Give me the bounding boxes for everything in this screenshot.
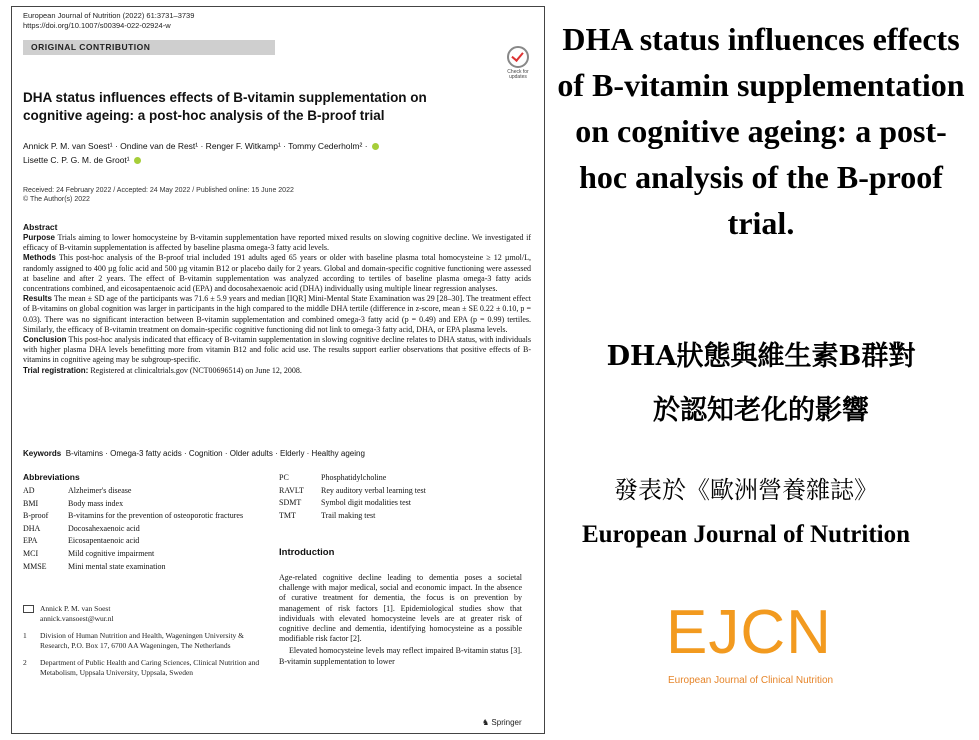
ejcn-logo-subtitle: European Journal of Clinical Nutrition xyxy=(668,675,834,686)
abbr-row xyxy=(23,548,258,561)
corresponding-author xyxy=(23,604,263,623)
abbr-key: MMSE xyxy=(23,561,47,571)
affiliation-1 xyxy=(23,631,263,650)
abbr-key: TMT xyxy=(279,510,296,520)
section-label: ORIGINAL CONTRIBUTION xyxy=(23,40,275,55)
journal-name: European Journal of Nutrition xyxy=(581,521,911,548)
doi-link[interactable]: https://doi.org/10.1007/s00394-022-02924-w xyxy=(23,21,171,30)
paper-title: DHA status influences effects of B-vitamin supplementation on cognitive ageing: a post-hoc analysis of the B-proof trial xyxy=(23,90,427,123)
abbr-row xyxy=(23,510,258,523)
abbr-row xyxy=(279,510,511,523)
abbr-value: Mild cognitive impairment xyxy=(68,548,155,558)
results-label: Results xyxy=(23,294,52,304)
abbr-value: Phosphatidylcholine xyxy=(321,473,387,482)
introduction-heading: Introduction xyxy=(279,547,335,558)
abstract-body xyxy=(23,233,531,376)
publisher-logo: ♞ Springer xyxy=(482,718,522,727)
abbr-row xyxy=(23,485,258,498)
methods-text: This post-hoc analysis of the B-proof trial included 191 adults aged 65 years or older with baseline plasma total homocysteine ≥ 12 µmol/L, randomly assigned to 400 µg folic acid and 500 µg vitamin B12 or placebo daily for 2 years. Global and domain-specific cognitive functioning were assessed at baseline and after 2 years. The effect of B-vitamin supplementation was analyzed according to tertiles of baseline plasma omega-3 fatty acids concentrations combined, and eicosapentaenoic acid (EPA) and docosahexaenoic acid (DHA) individually using multiple linear regression analyses. xyxy=(23,253,532,294)
dates-line: Received: 24 February 2022 / Accepted: 24 May 2022 / Published online: 15 June 2022 xyxy=(23,187,294,194)
correspondence-block xyxy=(23,604,263,685)
abstract-heading: Abstract xyxy=(23,222,58,232)
abbr-key: RAVLT xyxy=(279,485,304,495)
aff1-number: 1 xyxy=(23,631,27,640)
envelope-icon xyxy=(23,605,34,613)
journal-line: European Journal of Nutrition (2022) 61:3731–3739 xyxy=(23,11,195,20)
check-updates-label: Check for updates xyxy=(507,69,529,80)
abbr-row xyxy=(23,561,258,574)
corr-name: Annick P. M. van Soest xyxy=(40,604,111,613)
results-text: The mean ± SD age of the participants was 71.6 ± 5.9 years and median [IQR] Mini-Mental State Examination was 29 [28–30]. The treatment effect of B-vitamins on global cognition was larger in participants in the high compared to the middle DHA tertile (difference in z-score, mean ± SE 0.22 ± 0.10, p = 0.03). There was no significant interaction between B-vitamin supplementation and combined omega-3 fatty acid (p = 0.49) and EPA (p = 0.99) tertiles. Similarly, the efficacy of B-vitamin treatment on domain-specific cognitive functioning did not link to omega-3 fatty acid, DHA, or EPA plasma levels. xyxy=(23,294,531,334)
purpose-label: Purpose xyxy=(23,233,56,242)
abbr-value: Trail making test xyxy=(321,510,376,520)
journal-header xyxy=(23,11,194,31)
publisher-name: Springer xyxy=(491,718,522,727)
conclusion-text: This post-hoc analysis indicated that efficacy of B-vitamin supplementation in slowing cognitive decline relates to DHA status, with individuals with higher plasma DHA levels benefitting more from vitamin B12 and folic acid use. The results support earlier observations that positive effects of B-vitamins in cognitive ageing may be subgroup-specific. xyxy=(23,335,532,365)
abbr-key: SDMT xyxy=(279,498,302,508)
abbr-key: BMI xyxy=(23,498,39,508)
abbr-row xyxy=(279,485,511,498)
abbr-key: EPA xyxy=(23,536,38,546)
abbr-row xyxy=(23,498,258,511)
affiliation-2 xyxy=(23,658,263,677)
abbr-row xyxy=(279,472,511,485)
abbreviations-right xyxy=(279,472,511,522)
abbr-value: Symbol digit modalities test xyxy=(321,498,411,508)
abbr-key: B-proof xyxy=(23,511,49,521)
abbr-value: Rey auditory verbal learning test xyxy=(321,485,426,495)
abbr-key: AD xyxy=(23,486,35,495)
methods-label: Methods xyxy=(23,253,56,263)
abbr-key: MCI xyxy=(23,548,39,558)
check-updates-badge[interactable] xyxy=(500,46,536,80)
abbr-value: Alzheimer's disease xyxy=(68,486,132,495)
abbr-value: Eicosapentaenoic acid xyxy=(68,536,140,546)
slide-title: DHA status influences effects of B-vitamin supplementation on cognitive ageing: a post-hoc analysis of the B-proof trial. xyxy=(557,21,965,241)
trial-text: Registered at clinicaltrials.gov (NCT00696514) on June 12, 2008. xyxy=(90,365,302,375)
intro-paragraph-1: Age-related cognitive decline leading to dementia poses a societal challenge with major medical, social and economic impact. In the absence of curative treatment for dementia, the focus is on prevention by management of risk factors [1]. Epidemiological studies show that individuals with elevated homocysteine levels are at greater risk of cognitive decline and dementia, identifying homocysteine as a possible modifiable risk factor [2]. xyxy=(279,573,522,644)
abbr-row xyxy=(279,497,511,510)
abbr-value: B-vitamins for the prevention of osteoporotic fractures xyxy=(68,511,244,521)
check-updates-icon xyxy=(507,46,529,68)
aff1-text: Division of Human Nutrition and Health, Wageningen University & Research, P.O. Box 17, 6700 AA Wageningen, The Netherlands xyxy=(40,631,245,650)
aff2-number: 2 xyxy=(23,658,27,667)
ejcn-logo: EJCN xyxy=(666,598,832,667)
keywords xyxy=(23,449,365,458)
abbr-key: DHA xyxy=(23,523,41,533)
conclusion-label: Conclusion xyxy=(23,335,67,345)
aff2-text: Department of Public Health and Caring Sciences, Clinical Nutrition and Metabolism, Uppsala University, Uppsala, Sweden xyxy=(40,658,260,677)
chinese-title-line-1: DHA狀態與維生素B群對 xyxy=(606,341,916,372)
corr-email[interactable]: annick.vansoest@wur.nl xyxy=(40,613,114,623)
chinese-title-line-2: 於認知老化的影響 xyxy=(653,395,869,426)
published-in-chinese: 發表於《歐洲營養雜誌》 xyxy=(614,476,878,504)
keywords-text: B-vitamins · Omega-3 fatty acids · Cognition · Older adults · Elderly · Healthy ageing xyxy=(65,449,365,458)
chinese-title xyxy=(556,330,966,438)
purpose-text: Trials aiming to lower homocysteine by B-vitamin supplementation have reported mixed results on slowing cognitive decline. We investigated if efficacy of B-vitamin supplementation is affected by baseline plasma omega-3 fatty acid levels. xyxy=(23,233,531,253)
intro-paragraph-2: Elevated homocysteine levels may reflect impaired B-vitamin status [3]. B-vitamin supplementation to lower xyxy=(279,646,522,666)
abbr-key: PC xyxy=(279,473,289,482)
keywords-label: Keywords xyxy=(23,449,62,458)
orcid-icon[interactable] xyxy=(134,157,141,164)
publication-dates xyxy=(23,186,294,204)
abbr-value: Docosahexaenoic acid xyxy=(68,523,140,533)
abbr-row xyxy=(23,523,258,536)
copyright-line: © The Author(s) 2022 xyxy=(23,196,90,203)
abbr-value: Mini mental state examination xyxy=(68,561,166,571)
abbr-row xyxy=(23,535,258,548)
abbr-value: Body mass index xyxy=(68,498,124,508)
paper-page xyxy=(11,6,545,734)
introduction-body xyxy=(279,573,522,669)
abbreviations-left xyxy=(23,485,258,573)
orcid-icon[interactable] xyxy=(372,143,379,150)
authors-line-1: Annick P. M. van Soest¹ · Ondine van de Rest¹ · Renger F. Witkamp¹ · Tommy Cederholm² · xyxy=(23,141,368,151)
authors-line-2: Lisette C. P. G. M. de Groot¹ xyxy=(23,155,130,165)
abbreviations-heading: Abbreviations xyxy=(23,472,80,482)
trial-label: Trial registration: xyxy=(23,365,89,375)
author-list xyxy=(23,139,523,167)
